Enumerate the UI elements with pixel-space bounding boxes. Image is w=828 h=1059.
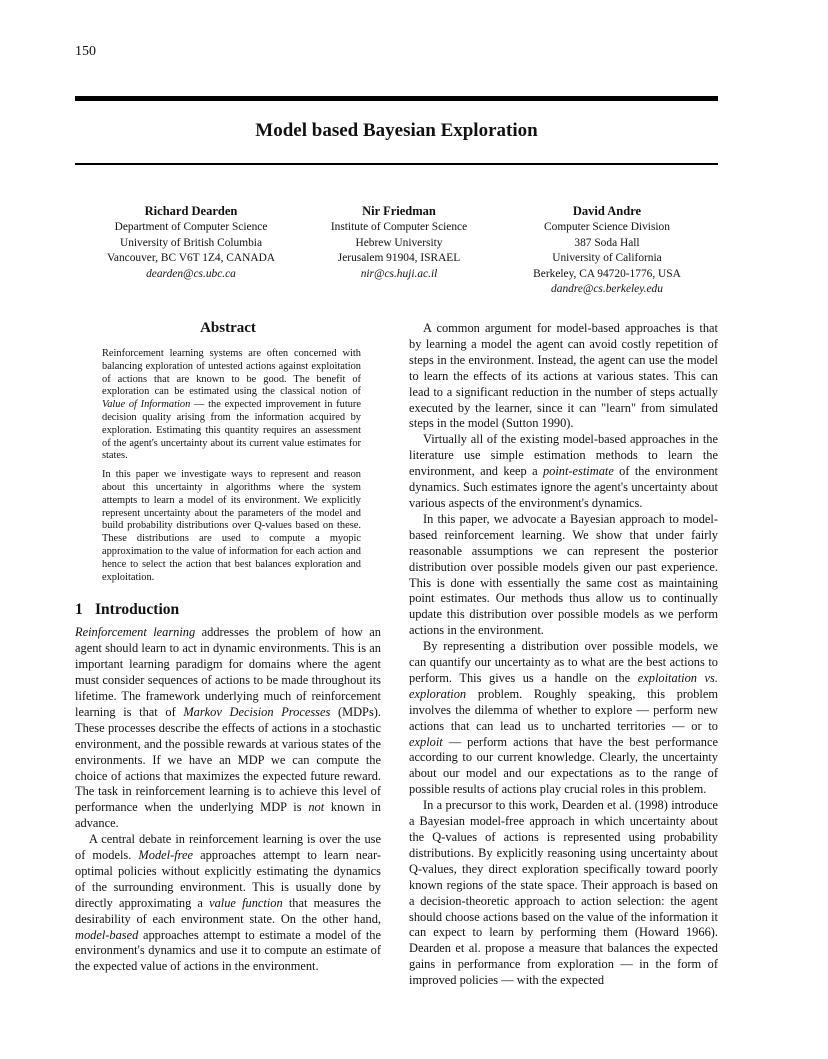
author-affiliation-line: Vancouver, BC V6T 1Z4, CANADA — [106, 252, 276, 265]
author-block — [294, 204, 504, 282]
author-affiliation-line: Berkeley, CA 94720-1776, USA — [533, 267, 681, 280]
author-affiliation-line: 387 Soda Hall — [574, 236, 640, 249]
left-column — [75, 320, 381, 975]
body-paragraph: Reinforcement learning addresses the problem of how an agent should learn to act in dynamic environments. This is an important learning paradigm for domains where the agent must consider sequences of actions to be made throughout its lifetime. The framework underlying much of reinforcement learning is that of Markov Decision Processes (MDPs). These processes describe the effects of actions in a stochastic environment, and the possible rewards at various states of the environments. If we have an MDP we can compute the choice of actions that maximizes the expected future reward. The task in reinforcement learning is to achieve this level of performance when the underlying MDP is not known in advance. — [75, 625, 381, 831]
abstract-paragraph: Reinforcement learning systems are often concerned with balancing exploration of untested actions against exploitation of actions that are known to be good. The benefit of exploration can be estimated using the classical notion of Value of Information — the expected improvement in future decision quality arising from the information acquired by exploration. Estimating this quantity requires an assessment of the agent's uncertainty about its current value estimates for states. — [102, 348, 361, 462]
title-bottom-rule — [75, 163, 718, 165]
author-affiliation-line: Computer Science Division — [544, 221, 670, 234]
title-top-rule — [75, 96, 718, 101]
author-affiliation-line: Jerusalem 91904, ISRAEL — [337, 252, 461, 265]
body-paragraph: By representing a distribution over possible models, we can quantify our uncertainty as to what are the best actions to perform. This gives us a handle on the exploitation vs. exploration problem. Roughly speaking, this problem involves the dilemma of whether to explore — perform new actions that can lead us to uncharted territories — or to exploit — perform actions that have the best performance according to our current knowledge. Clearly, the uncertainty about our model and our expectations as to the range of possible results of actions play crucial roles in this problem. — [409, 639, 718, 797]
page-number: 150 — [75, 44, 96, 59]
section-title: Introduction — [95, 601, 180, 619]
body-paragraph: In a precursor to this work, Dearden et al. (1998) introduce a Bayesian model-free approach in which uncertainty about the Q-values of actions is represented using probability distributions. By explicitly reasoning using uncertainty about Q-values, they direct exploration specifically toward poorly known regions of the state space. Their approach is based on a decision-theoretic approach to action selection: the agent should choose actions based on the value of the information it can expect to learn by performing them (Howard 1966). Dearden et al. propose a measure that balances the expected gains in performance from exploration — in the form of improved policies — with the expected — [409, 798, 718, 988]
body-paragraph: In this paper, we advocate a Bayesian approach to model-based reinforcement learning. We show that under fairly reasonable assumptions we can represent the posterior distribution over possible models given our past experience. This is done with essentially the same cost as maintaining point estimates. Our methods thus allow us to continually update this distribution over possible models as we perform actions in the environment. — [409, 511, 718, 638]
section-number: 1 — [75, 601, 83, 619]
author-affiliation-line: Hebrew University — [355, 236, 443, 249]
author-name: Richard Dearden — [144, 204, 238, 218]
author-name: David Andre — [572, 204, 642, 218]
body-paragraph: A common argument for model-based approaches is that by learning a model the agent can avoid costly repetition of steps in the environment. Instead, the agent can use the model to learn the effects of its actions at various states. This can lead to a significant reduction in the number of steps actually executed by the learner, since it can "learn" from simulated steps in the model (Sutton 1990). — [409, 321, 718, 431]
author-name: Nir Friedman — [362, 204, 436, 218]
right-column — [409, 321, 718, 989]
author-affiliation-line: Department of Computer Science — [114, 221, 268, 234]
author-email: dandre@cs.berkeley.edu — [551, 283, 663, 296]
abstract-paragraph: In this paper we investigate ways to represent and reason about this uncertainty in algorithms where the system attempts to learn a model of its environment. We explicitly represent uncertainty about the parameters of the model and build probability distributions over Q-values based on these. These distributions are used to compute a myopic approximation to the value of information for each action and hence to select the action that best balances exploration and exploitation. — [102, 469, 361, 583]
abstract — [75, 320, 381, 584]
body-paragraph: A central debate in reinforcement learning is over the use of models. Model-free approaches attempt to learn near-optimal policies without explicitly estimating the dynamics of the surrounding environment. This is usually done by directly approximating a value function that measures the desirability of each environment state. On the other hand, model-based approaches attempt to estimate a model of the environment's dynamics and use it to compute an estimate of the expected value of actions in the environment. — [75, 832, 381, 974]
section-body-right — [409, 321, 718, 989]
author-affiliation-line: University of British Columbia — [119, 236, 263, 249]
author-block — [86, 204, 296, 282]
author-affiliation-line: University of California — [552, 252, 662, 265]
section-heading — [75, 601, 381, 619]
paper-title: Model based Bayesian Exploration — [255, 120, 538, 141]
body-paragraph: Virtually all of the existing model-based approaches in the literature use simple estimation methods to learn the environment, and keep a point-estimate of the environment dynamics. Such estimates ignore the agent's uncertainty about various aspects of the environment's dynamics. — [409, 432, 718, 510]
author-email: dearden@cs.ubc.ca — [146, 267, 236, 280]
author-block — [502, 204, 712, 297]
section-body-left — [75, 625, 381, 975]
author-email: nir@cs.huji.ac.il — [360, 267, 438, 280]
abstract-heading: Abstract — [200, 320, 256, 336]
author-affiliation-line: Institute of Computer Science — [330, 221, 468, 234]
